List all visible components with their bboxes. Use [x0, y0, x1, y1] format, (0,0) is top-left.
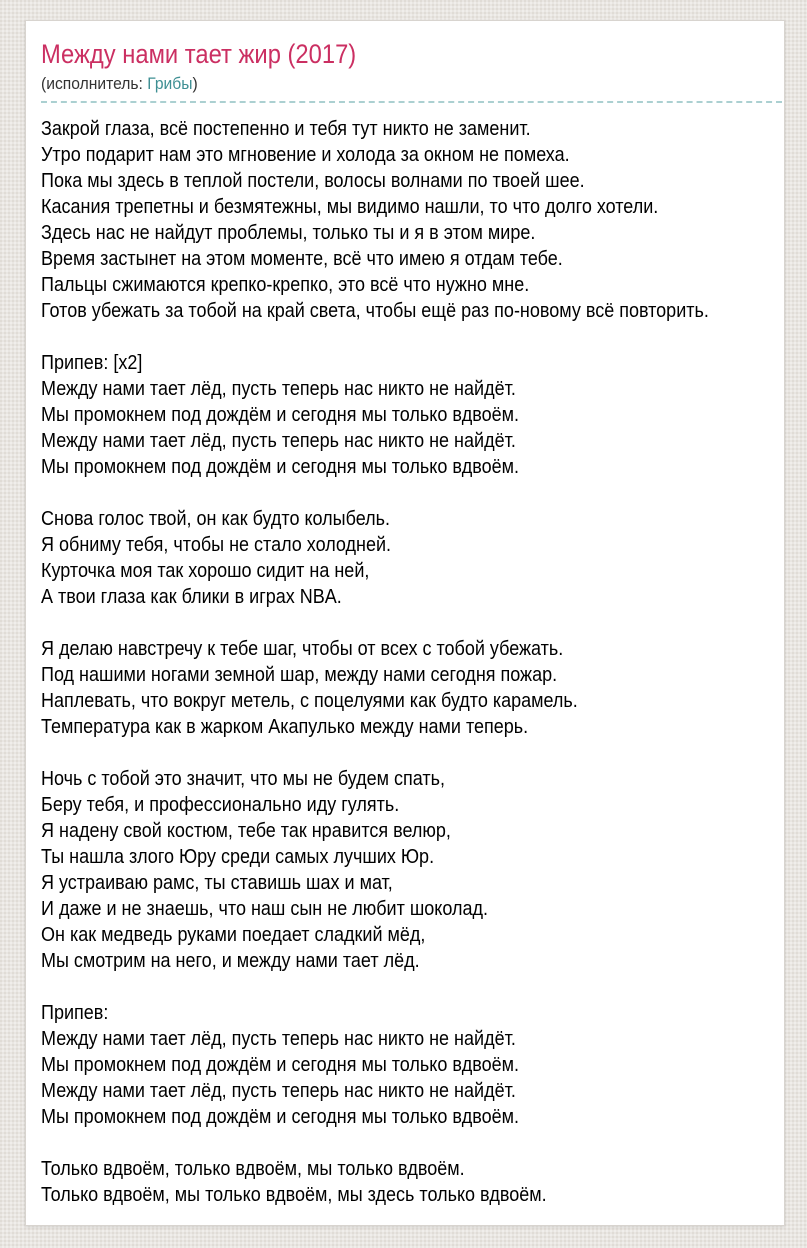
- lyric-line: Ночь с тобой это значит, что мы не будем спать,: [41, 768, 446, 790]
- lyric-line: Пока мы здесь в теплой постели, волосы волнами по твоей шее.: [41, 170, 585, 192]
- page-title: Между нами тает жир (2017): [41, 39, 357, 69]
- lyric-line: Мы промокнем под дождём и сегодня мы только вдвоём.: [41, 404, 520, 426]
- lyric-line: Готов убежать за тобой на край света, чтобы ещё раз по-новому всё повторить.: [41, 300, 709, 322]
- lyric-line: А твои глаза как блики в играх NBA.: [41, 586, 342, 608]
- artist-link[interactable]: Грибы: [147, 74, 193, 93]
- stanza: [41, 506, 782, 610]
- lyric-line: Я делаю навстречу к тебе шаг, чтобы от всех с тобой убежать.: [41, 638, 564, 660]
- lyric-line: Снова голос твой, он как будто колыбель.: [41, 508, 391, 530]
- lyric-line: Мы промокнем под дождём и сегодня мы только вдвоём.: [41, 1106, 520, 1128]
- lyric-line: Только вдвоём, мы только вдвоём, мы здесь только вдвоём.: [41, 1184, 547, 1206]
- lyric-line: Курточка моя так хорошо сидит на ней,: [41, 560, 370, 582]
- lyric-line: Утро подарит нам это мгновение и холода за окном не помеха.: [41, 144, 570, 166]
- lyric-line: Я устраиваю рамс, ты ставишь шах и мат,: [41, 872, 393, 894]
- stanza: [41, 766, 782, 974]
- header-divider: [41, 101, 782, 103]
- lyric-line: Только вдвоём, только вдвоём, мы только вдвоём.: [41, 1158, 465, 1180]
- lyrics: [41, 116, 782, 1208]
- lyric-line: Здесь нас не найдут проблемы, только ты и я в этом мире.: [41, 222, 536, 244]
- lyric-line: Я надену свой костюм, тебе так нравится велюр,: [41, 820, 451, 842]
- lyric-line: Между нами тает лёд, пусть теперь нас никто не найдёт.: [41, 1028, 516, 1050]
- lyric-line: Между нами тает лёд, пусть теперь нас никто не найдёт.: [41, 430, 516, 452]
- artist-line: [41, 74, 723, 94]
- lyric-line: Между нами тает лёд, пусть теперь нас никто не найдёт.: [41, 378, 516, 400]
- lyric-line: Наплевать, что вокруг метель, с поцелуями как будто карамель.: [41, 690, 578, 712]
- lyric-line: Он как медведь руками поедает сладкий мёд,: [41, 924, 426, 946]
- lyric-line: Я обниму тебя, чтобы не стало холодней.: [41, 534, 392, 556]
- lyric-line: Припев: [x2]: [41, 352, 143, 374]
- stanza: [41, 1000, 782, 1130]
- lyric-line: Касания трепетны и безмятежны, мы видимо нашли, то что долго хотели.: [41, 196, 659, 218]
- stanza: [41, 350, 782, 480]
- lyric-line: Беру тебя, и профессионально иду гулять.: [41, 794, 400, 816]
- stanza: [41, 1156, 782, 1208]
- lyric-line: Мы промокнем под дождём и сегодня мы только вдвоём.: [41, 1054, 520, 1076]
- lyric-line: И даже и не знаешь, что наш сын не любит шоколад.: [41, 898, 488, 920]
- lyric-line: Температура как в жарком Акапулько между нами теперь.: [41, 716, 529, 738]
- lyric-line: Между нами тает лёд, пусть теперь нас никто не найдёт.: [41, 1080, 516, 1102]
- lyric-line: Мы промокнем под дождём и сегодня мы только вдвоём.: [41, 456, 520, 478]
- lyric-line: Припев:: [41, 1002, 109, 1024]
- lyric-line: Закрой глаза, всё постепенно и тебя тут никто не заменит.: [41, 118, 531, 140]
- lyrics-card: [25, 20, 785, 1226]
- stanza: [41, 636, 782, 740]
- artist-suffix: ): [192, 74, 198, 93]
- lyric-line: Время застынет на этом моменте, всё что имею я отдам тебе.: [41, 248, 563, 270]
- stanza: [41, 116, 782, 324]
- lyric-line: Мы смотрим на него, и между нами тает лёд.: [41, 950, 420, 972]
- lyric-line: Ты нашла злого Юру среди самых лучших Юр.: [41, 846, 435, 868]
- artist-prefix: (исполнитель:: [41, 74, 143, 93]
- lyric-line: Под нашими ногами земной шар, между нами сегодня пожар.: [41, 664, 558, 686]
- lyric-line: Пальцы сжимаются крепко-крепко, это всё что нужно мне.: [41, 274, 530, 296]
